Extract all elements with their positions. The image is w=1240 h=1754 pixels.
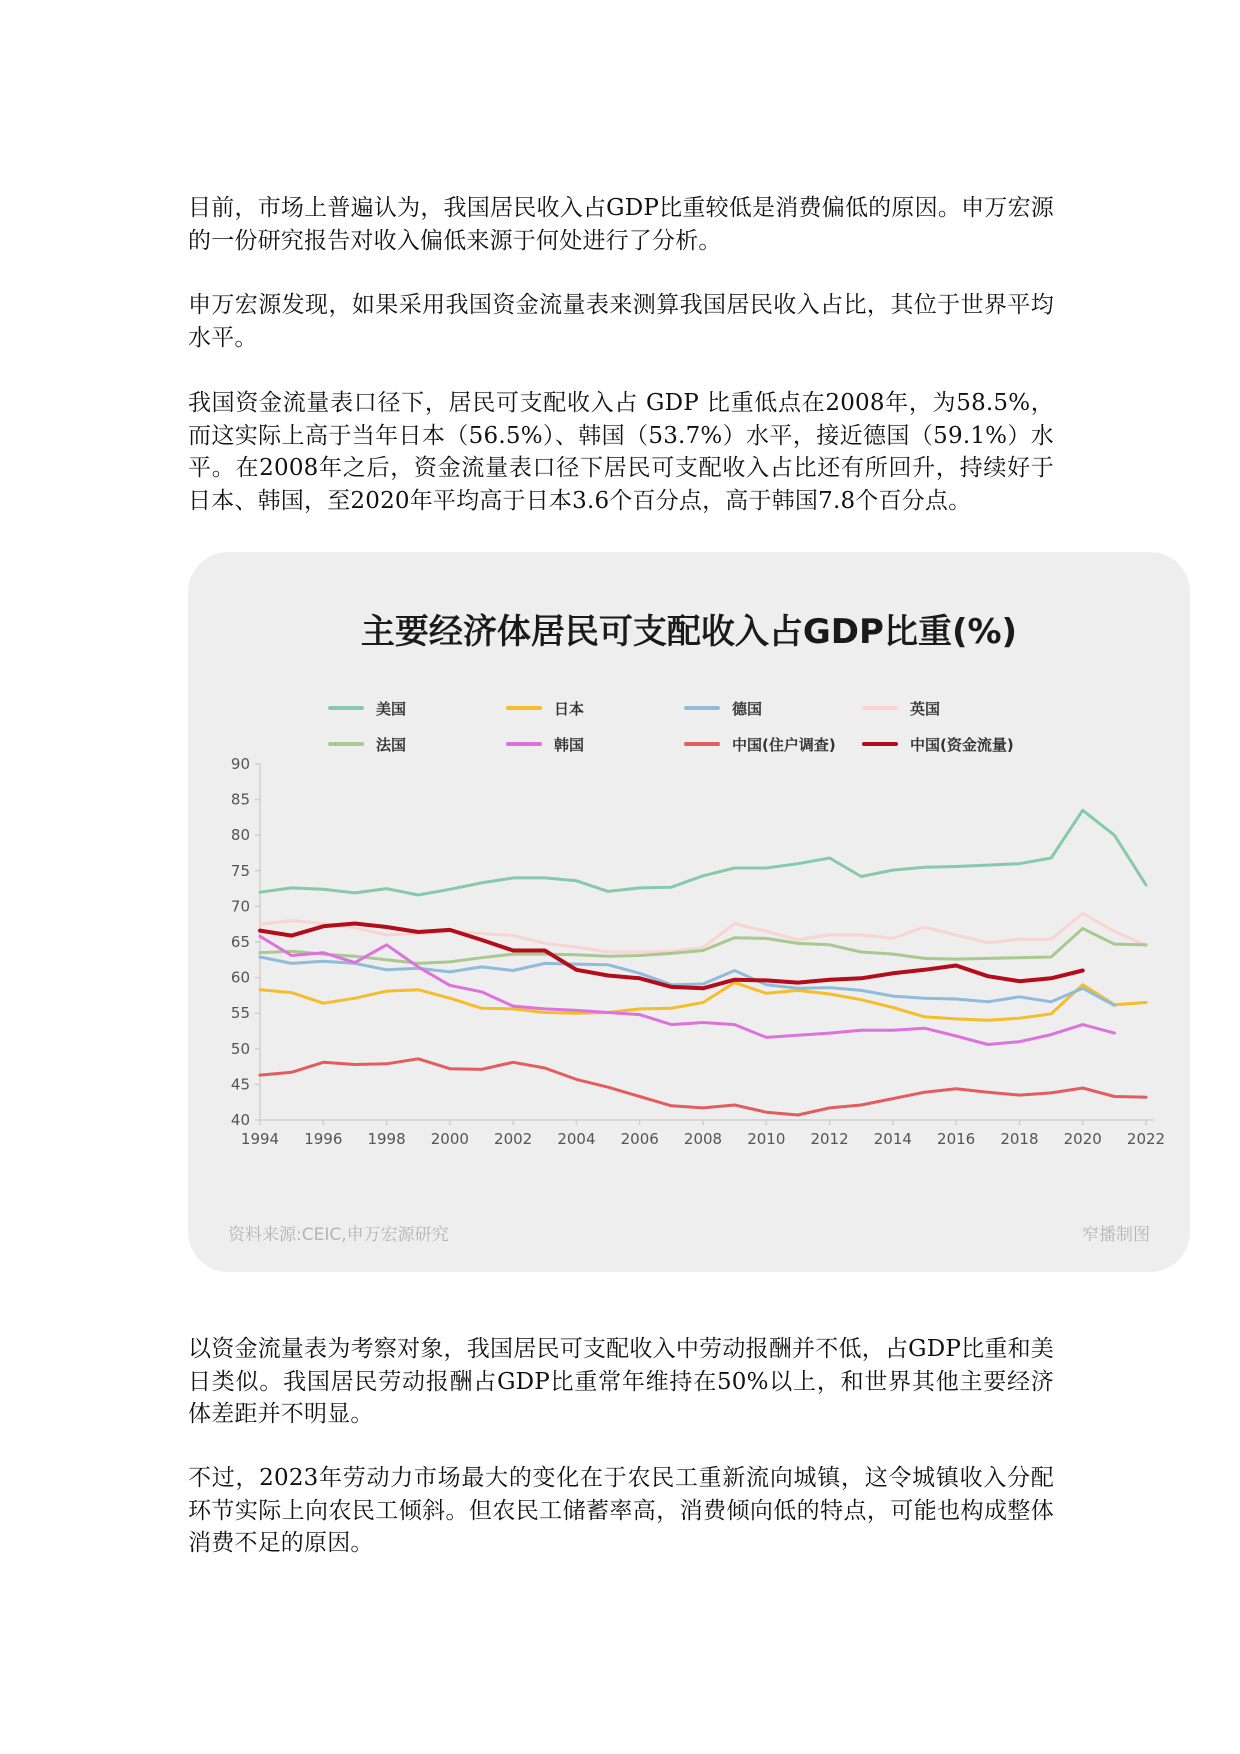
chart-title: 主要经济体居民可支配收入占GDP比重(%) [360, 612, 1018, 652]
x-tick-label: 2022 [1126, 1130, 1166, 1148]
legend-label: 中国(住户调查) [732, 735, 836, 754]
legend-label: 德国 [732, 699, 763, 718]
x-tick-label: 2018 [1000, 1130, 1039, 1148]
y-tick-label: 75 [230, 861, 250, 880]
y-tick-label: 50 [230, 1039, 250, 1058]
paragraph-4: 以资金流量表为考察对象，我国居民可支配收入中劳动报酬并不低，占GDP比重和美日类似。我国居民劳动报酬占GDP比重常年维持在50%以上，和世界其他主要经济体差距并不明显。 [188, 1336, 1054, 1427]
chart-card [188, 552, 1190, 1272]
legend-label: 法国 [376, 735, 407, 754]
y-tick-label: 70 [230, 897, 250, 916]
legend-label: 中国(资金流量) [910, 735, 1014, 754]
x-tick-label: 2010 [747, 1130, 786, 1148]
x-tick-label: 1998 [367, 1130, 406, 1148]
x-tick-label: 2006 [620, 1130, 659, 1148]
y-tick-label: 60 [230, 968, 250, 987]
y-tick-label: 55 [230, 1004, 250, 1023]
y-tick-label: 90 [230, 755, 250, 773]
paragraph-2: 申万宏源发现，如果采用我国资金流量表来测算我国居民收入占比，其位于世界平均水平。 [188, 292, 1054, 351]
x-tick-label: 2020 [1063, 1130, 1102, 1148]
x-tick-label: 2012 [810, 1130, 849, 1148]
line-chart [188, 552, 1190, 1272]
x-tick-label: 2016 [937, 1130, 976, 1148]
y-tick-label: 45 [230, 1075, 250, 1094]
legend-label: 美国 [376, 699, 407, 718]
paragraph-1: 目前，市场上普遍认为，我国居民收入占GDP比重较低是消费偏低的原因。申万宏源的一份研究报告对收入偏低来源于何处进行了分析。 [188, 195, 1054, 254]
series-line-2 [260, 957, 1114, 1005]
x-tick-label: 1996 [304, 1130, 343, 1148]
legend-label: 日本 [554, 699, 585, 718]
series-line-6 [260, 1059, 1146, 1115]
x-tick-label: 2002 [494, 1130, 533, 1148]
x-tick-label: 2000 [430, 1130, 469, 1148]
y-tick-label: 80 [230, 826, 250, 845]
legend-label: 英国 [910, 699, 941, 718]
legend-label: 韩国 [554, 735, 585, 754]
y-tick-label: 65 [230, 933, 250, 951]
chart-source: 资料来源:CEIC,申万宏源研究 [228, 1225, 449, 1245]
y-tick-label: 40 [230, 1111, 250, 1129]
y-tick-label: 85 [230, 790, 250, 809]
paragraph-3: 我国资金流量表口径下，居民可支配收入占 GDP 比重低点在2008年，为58.5%，而这实际上高于当年日本（56.5%）、韩国（53.7%）水平，接近德国（59.1%）水平。在2008年之后，资金流量表口径下居民可支配收入占比还有所回升，持续好于日本、韩国，至2020年平均高于日本3.6个百分点，高于韩国7.8个百分点。 [188, 390, 1054, 514]
x-tick-label: 2014 [873, 1130, 912, 1148]
x-tick-label: 1994 [240, 1130, 280, 1148]
paragraph-5: 不过，2023年劳动力市场最大的变化在于农民工重新流向城镇，这令城镇收入分配环节实际上向农民工倾斜。但农民工储蓄率高，消费倾向低的特点，可能也构成整体消费不足的原因。 [188, 1465, 1054, 1556]
x-tick-label: 2004 [557, 1130, 596, 1148]
series-line-0 [260, 810, 1146, 895]
chart-credit: 窄播制图 [1082, 1225, 1150, 1245]
series-line-3 [260, 914, 1146, 953]
x-tick-label: 2008 [683, 1130, 723, 1148]
